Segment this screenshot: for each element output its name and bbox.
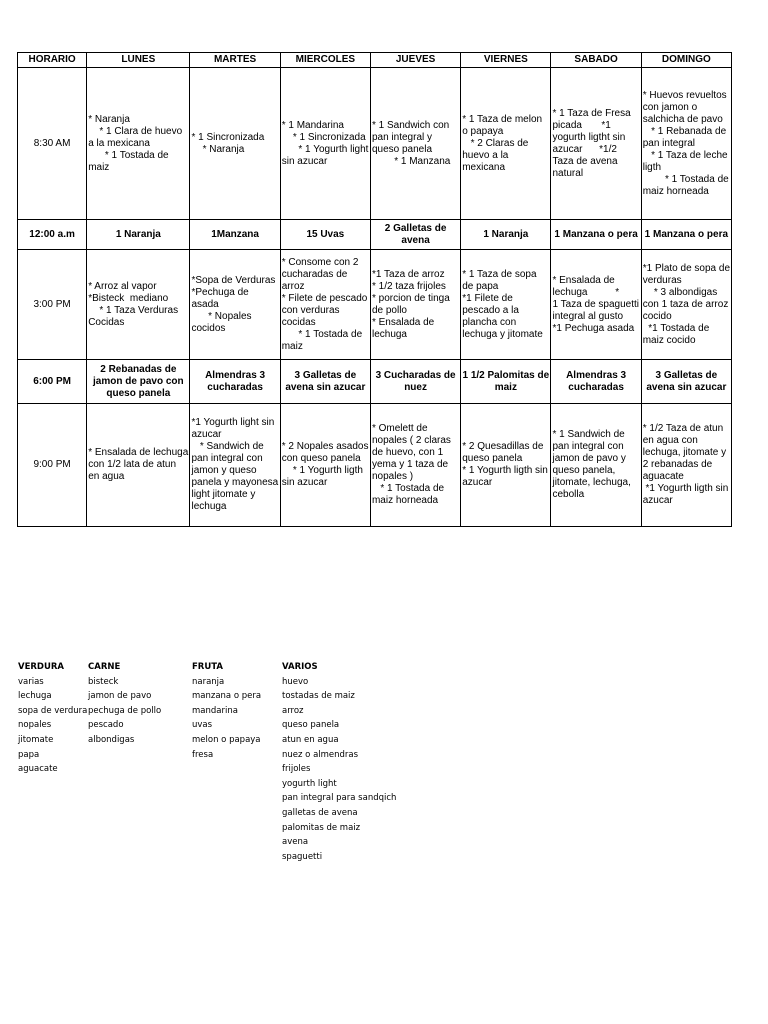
list-item: melon o papaya: [192, 734, 261, 745]
snack-cell: 1 Manzana o pera: [551, 220, 641, 250]
time-cell: 12:00 a.m: [18, 220, 87, 250]
header-viernes: VIERNES: [461, 53, 551, 68]
meal-cell: *1 Plato de sopa de verduras * 3 albondigas con 1 taza de arroz cocido *1 Tostada de maiz cocido: [641, 250, 731, 360]
list-item: mandarina: [192, 705, 238, 716]
list-item: pescado: [88, 720, 124, 731]
list-item: spaguetti: [282, 851, 323, 862]
time-cell: 8:30 AM: [18, 68, 87, 220]
snack-cell: 3 Galletas de avena sin azucar: [280, 360, 370, 404]
list-item: manzana o pera: [192, 691, 262, 702]
list-item: huevo: [282, 676, 309, 687]
snack-cell: 1 Manzana o pera: [641, 220, 731, 250]
meal-cell: * Ensalada de lechuga * 1 Taza de spaguetti integral al gusto *1 Pechuga asada: [551, 250, 641, 360]
list-item: sopa de verdura: [18, 705, 88, 716]
snack-cell: Almendras 3 cucharadas: [551, 360, 641, 404]
list-item: varias: [18, 676, 44, 687]
list-heading: FRUTA: [192, 662, 223, 672]
list-item: atun en agua: [282, 734, 339, 745]
list-verdura: [18, 660, 87, 777]
snack-cell: 1 Naranja: [461, 220, 551, 250]
list-item: pechuga de pollo: [88, 705, 162, 716]
list-item: galletas de avena: [282, 807, 358, 818]
meal-cell: * 2 Nopales asados con queso panela * 1 Yogurth ligth sin azucar: [280, 404, 370, 527]
meal-cell: *Sopa de Verduras *Pechuga de asada * Nopales cocidos: [190, 250, 280, 360]
snack-cell: Almendras 3 cucharadas: [190, 360, 280, 404]
header-martes: MARTES: [190, 53, 280, 68]
list-item: fresa: [192, 749, 214, 760]
list-heading: VERDURA: [18, 662, 65, 672]
list-item: naranja: [192, 676, 225, 687]
meal-cell: * Huevos revueltos con jamon o salchicha de pavo * 1 Rebanada de pan integral * 1 Taza de leche ligth * 1 Tostada de maiz horneada: [641, 68, 731, 220]
meal-cell: * 2 Quesadillas de queso panela * 1 Yogurth ligth sin azucar: [461, 404, 551, 527]
list-item: tostadas de maiz: [282, 691, 355, 702]
list-item: palomitas de maiz: [282, 822, 361, 833]
snack-cell: 15 Uvas: [280, 220, 370, 250]
header-sabado: SABADO: [551, 53, 641, 68]
meal-cell: * Omelett de nopales ( 2 claras de huevo, con 1 yema y 1 taza de nopales ) * 1 Tostada de maiz horneada: [370, 404, 460, 527]
list-heading: VARIOS: [282, 662, 318, 672]
list-item: jamon de pavo: [88, 691, 152, 702]
meal-cell: *1 Yogurth light sin azucar * Sandwich de pan integral con jamon y queso panela y mayonesa light jitomate y lechuga: [190, 404, 280, 527]
list-varios: [282, 660, 396, 864]
meal-cell: * 1 Sandwich de pan integral con jamon de pavo y queso panela, jitomate, lechuga, cebolla: [551, 404, 641, 527]
header-horario: HORARIO: [18, 53, 87, 68]
meal-cell: * Consome con 2 cucharadas de arroz * Filete de pescado con verduras cocidas * 1 Tostada de maiz: [280, 250, 370, 360]
weekly-meal-table: [17, 52, 732, 527]
list-item: aguacate: [18, 764, 58, 775]
header-domingo: DOMINGO: [641, 53, 731, 68]
table-row: [18, 404, 732, 527]
snack-cell: 2 Rebanadas de jamon de pavo con queso panela: [87, 360, 190, 404]
meal-cell: * Naranja * 1 Clara de huevo a la mexicana * 1 Tostada de maiz: [87, 68, 190, 220]
list-item: papa: [18, 749, 40, 760]
time-cell: 9:00 PM: [18, 404, 87, 527]
list-item: bisteck: [88, 676, 119, 687]
table-row: [18, 250, 732, 360]
list-item: nopales: [18, 720, 52, 731]
list-item: avena: [282, 837, 309, 848]
snack-cell: 2 Galletas de avena: [370, 220, 460, 250]
snack-cell: 3 Cucharadas de nuez: [370, 360, 460, 404]
list-item: jitomate: [18, 734, 54, 745]
list-item: uvas: [192, 720, 213, 731]
header-lunes: LUNES: [87, 53, 190, 68]
list-item: nuez o almendras: [282, 749, 359, 760]
table-row: [18, 68, 732, 220]
list-item: albondigas: [88, 734, 135, 745]
list-item: queso panela: [282, 720, 340, 731]
snack-cell: 1 Naranja: [87, 220, 190, 250]
meal-cell: * 1 Mandarina * 1 Sincronizada * 1 Yogurth light sin azucar: [280, 68, 370, 220]
meal-cell: * 1 Sandwich con pan integral y queso panela * 1 Manzana: [370, 68, 460, 220]
list-item: frijoles: [282, 764, 311, 775]
list-item: lechuga: [18, 691, 52, 702]
table-row: [18, 220, 732, 250]
list-item: yogurth light: [282, 778, 337, 789]
list-fruta: [192, 660, 261, 762]
meal-cell: * 1 Taza de Fresa picada *1 yogurth ligtht sin azucar *1/2 Taza de avena natural: [551, 68, 641, 220]
snack-cell: 3 Galletas de avena sin azucar: [641, 360, 731, 404]
meal-cell: * 1 Sincronizada * Naranja: [190, 68, 280, 220]
meal-cell: * 1/2 Taza de atun en agua con lechuga, jitomate y 2 rebanadas de aguacate *1 Yogurth ligth sin azucar: [641, 404, 731, 527]
meal-cell: *1 Taza de arroz * 1/2 taza frijoles * porcion de tinga de pollo * Ensalada de lechuga: [370, 250, 460, 360]
time-cell: 6:00 PM: [18, 360, 87, 404]
snack-cell: 1Manzana: [190, 220, 280, 250]
meal-cell: * 1 Taza de melon o papaya * 2 Claras de huevo a la mexicana: [461, 68, 551, 220]
meal-cell: * Arroz al vapor *Bisteck mediano * 1 Taza Verduras Cocidas: [87, 250, 190, 360]
list-heading: CARNE: [88, 662, 121, 672]
header-miercoles: MIERCOLES: [280, 53, 370, 68]
list-carne: [88, 660, 161, 748]
snack-cell: 1 1/2 Palomitas de maiz: [461, 360, 551, 404]
header-jueves: JUEVES: [370, 53, 460, 68]
meal-cell: * 1 Taza de sopa de papa *1 Filete de pescado a la plancha con lechuga y jitomate: [461, 250, 551, 360]
table-header-row: [18, 53, 732, 68]
table-row: [18, 360, 732, 404]
meal-cell: * Ensalada de lechuga con 1/2 lata de atun en agua: [87, 404, 190, 527]
time-cell: 3:00 PM: [18, 250, 87, 360]
list-item: arroz: [282, 705, 304, 716]
list-item: pan integral para sandqich: [282, 793, 397, 804]
